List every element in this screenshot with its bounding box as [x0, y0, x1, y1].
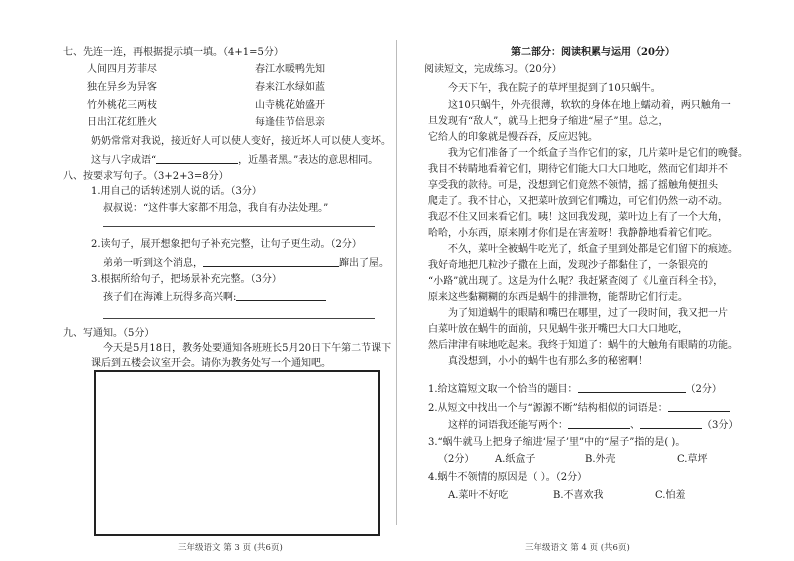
option-3c[interactable]: C.草坪 — [677, 454, 708, 465]
q8-item-3-quote — [103, 290, 326, 304]
word-blank[interactable] — [668, 401, 730, 412]
option-4c[interactable]: C.怕羞 — [655, 490, 686, 501]
passage-line: 爬走了。我不甘心，又把菜叶放到它们嘴边，可它们仍然一动不动。 — [428, 196, 728, 207]
question-1-text: 1.给这篇短文取一个恰当的题目： — [428, 384, 578, 395]
passage-line: 不久，菜叶全被蜗牛吃光了，纸盒子里到处都是它们留下的痕迹。 — [448, 244, 738, 255]
title-blank[interactable] — [578, 382, 686, 393]
question-2-text: 2.从短文中找出一个与“源源不断”结构相似的词语是： — [428, 403, 668, 414]
answer-line-1[interactable] — [103, 226, 375, 227]
scene-blank[interactable] — [236, 290, 326, 301]
poem-line-a1: 人间四月芳菲尽 — [87, 64, 157, 75]
reading-intro: 阅读短文，完成练习。（20分） — [424, 64, 562, 75]
q7-idiom-suffix: ，近墨者黑。”表达的意思相同。 — [238, 155, 379, 166]
poem-line-b2: 春来江水绿如蓝 — [255, 82, 325, 93]
passage-line: 然后津津有味地吃起来。我终于知道了：蜗牛的大触角有眼睛的功能。 — [428, 340, 738, 351]
passage-line: 为了知道蜗牛的眼睛和嘴巴在哪里，过了一段时间，我又把一片 — [448, 308, 728, 319]
q7-paragraph: 奶奶常常对我说，接近好人可以使人变好，接近坏人可以使人变坏。 — [91, 136, 391, 147]
passage-line: 享受我的款待。可是，没想到它们竟然不领情，摇了摇触角便扭头 — [428, 180, 718, 191]
passage-line: 我好奇地把几粒沙子撒在上面，发现沙子都黏住了，一条银亮的 — [428, 260, 708, 271]
q9-paragraph-1: 今天是5月18日，教务处要通知各班班长5月20日下午第二节课下 — [103, 343, 392, 354]
question-1 — [428, 382, 722, 396]
sentence-blank[interactable] — [203, 256, 339, 267]
q8-item-3: 3.根据所给句子，把场景补充完整。（3分） — [91, 274, 282, 285]
part-two-header: 第二部分：阅读积累与运用（20分） — [511, 47, 675, 58]
passage-line: 今天下午，我在院子的草坪里捉到了10只蜗牛。 — [448, 83, 661, 94]
q8-item-1: 1.用自己的话转述别人说的话。（3分） — [91, 186, 262, 197]
q8-item-2-sentence — [103, 256, 389, 270]
option-4a[interactable]: A.菜叶不好吃 — [448, 490, 509, 501]
passage-line: 它给人的印象就是慢吞吞，反应迟钝。 — [428, 132, 598, 143]
option-3a[interactable]: A.纸盒子 — [495, 454, 536, 465]
passage-line: 这10只蜗牛，外壳很薄，软软的身体在地上蠕动着，两只触角一 — [448, 100, 731, 111]
question-2-followup: 这样的词语我还能写两个： 、 （3分） — [448, 420, 739, 431]
poem-line-a4: 日出江花红胜火 — [87, 117, 157, 128]
option-3b[interactable]: B.外壳 — [585, 454, 616, 465]
passage-line: 哈哈，小东西，原来刚才你们是在害羞呀！我静静地看着它们吃。 — [428, 228, 718, 239]
passage-line: 白菜叶放在蜗牛的面前，只见蜗牛张开嘴巴大口大口地吃， — [428, 324, 688, 335]
passage-line: 我为它们准备了一个纸盒子当作它们的家，几片菜叶是它们的晚餐。 — [448, 148, 748, 159]
q8-item-2-prefix: 弟弟一听到这个消息， — [103, 258, 203, 269]
question-2-points: （3分） — [702, 420, 739, 431]
right-footer: 三年级语文 第 4 页 (共6页) — [525, 543, 630, 553]
poem-line-b4: 每逢佳节倍思亲 — [255, 117, 325, 128]
passage-line: “小路”就出现了。这是为什么呢？我赶紧查阅了《儿童百科全书》， — [428, 276, 724, 287]
idiom-blank[interactable] — [156, 153, 238, 164]
poem-line-a2: 独在异乡为异客 — [87, 82, 157, 93]
passage-line: 我忍不住又回来看它们。咦！这回我发现，菜叶边上有了一个大角， — [428, 212, 728, 223]
q8-item-1-quote: 叔叔说：“这件事大家都不用急，我自有办法处理。” — [103, 203, 329, 214]
q9-title: 九、写通知。（5分） — [63, 328, 155, 339]
question-2 — [428, 401, 730, 415]
q7-title: 七、先连一连，再根据提示填一填。（4+1=5分） — [63, 47, 284, 58]
passage-line: 我目不转睛地看着它们，期待它们能大口大口地吃，然而它们却并不 — [428, 164, 728, 175]
passage-line: 旦发现有“敌人”，就马上把身子缩进“屋子”里。总之， — [428, 116, 669, 127]
passage-line: 原来这些黏糊糊的东西是蜗牛的排泄物，能帮助它们行走。 — [428, 292, 688, 303]
q7-idiom-prefix: 这与八字成语“ — [91, 155, 157, 166]
q8-item-2: 2.读句子，展开想象把句子补充完整，让句子更生动。（2分） — [91, 239, 362, 250]
question-4: 4.蜗牛不领情的原因是（ ）。（2分） — [428, 472, 588, 483]
poem-line-a3: 竹外桃花三两枝 — [87, 100, 157, 111]
poem-line-b1: 春江水暖鸭先知 — [255, 64, 325, 75]
word-blank-3[interactable] — [640, 418, 702, 429]
question-3: 3.“蜗牛就马上把身子缩进‘屋子’里”中的“屋子”指的是( )。 — [428, 437, 686, 448]
q8-item-3-text: 孩子们在海滩上玩得多高兴啊: — [103, 292, 237, 303]
question-2-followup-text: 这样的词语我还能写两个： — [448, 420, 568, 431]
answer-line-2[interactable] — [103, 318, 375, 319]
notice-writing-box[interactable] — [94, 370, 380, 536]
option-4b[interactable]: B.不喜欢我 — [553, 490, 604, 501]
q9-paragraph-2: 课后到五楼会议室开会。请你为教务处写一个通知吧。 — [91, 358, 331, 369]
poem-line-b3: 山寺桃花始盛开 — [255, 100, 325, 111]
question-1-points: （2分） — [685, 384, 722, 395]
passage-line: 真没想到，小小的蜗牛也有那么多的秘密啊！ — [448, 356, 648, 367]
right-page — [397, 0, 794, 561]
left-footer: 三年级语文 第 3 页 (共6页) — [178, 543, 283, 553]
question-3-points: （2分） — [438, 454, 475, 465]
q8-item-2-suffix: 蹿出了屋。 — [339, 258, 389, 269]
word-blank-2[interactable] — [568, 418, 630, 429]
q8-title: 八、按要求写句子。（3+2+3=8分） — [63, 171, 229, 182]
q7-idiom-sentence — [91, 153, 378, 167]
